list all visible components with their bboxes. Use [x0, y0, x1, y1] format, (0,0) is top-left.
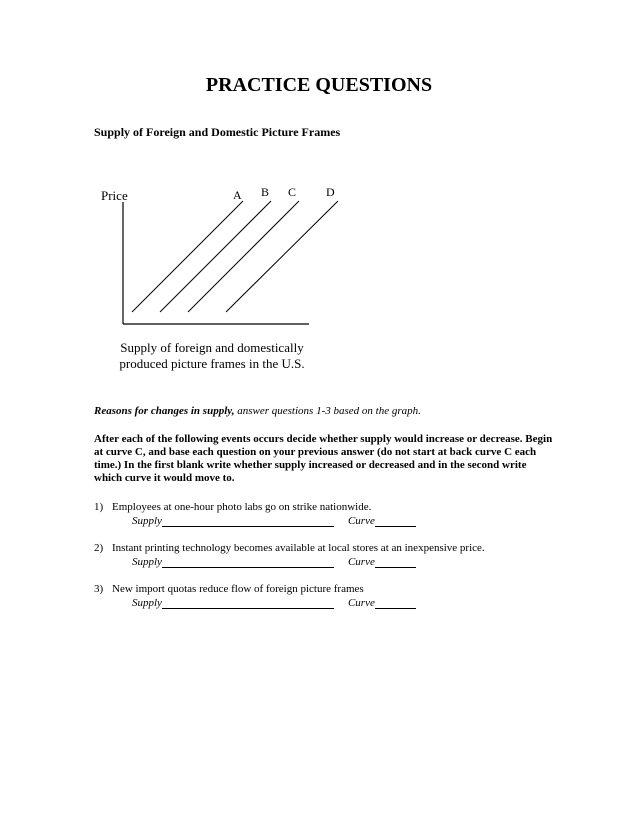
curve-label: Curve [347, 597, 375, 609]
reasons-lead: Reasons for changes in supply, [94, 405, 235, 417]
curve-answer-blank[interactable] [375, 514, 416, 527]
graph-caption-line-1: Supply of foreign and domestically [120, 340, 304, 355]
curve-label: Curve [347, 515, 375, 527]
question-number: 3) [94, 583, 104, 595]
question-1 [94, 500, 574, 528]
supply-curve-a [132, 201, 243, 312]
graph-caption [112, 340, 312, 372]
reasons-heading [94, 405, 421, 417]
supply-answer-blank[interactable] [162, 555, 334, 568]
question-list [94, 500, 574, 623]
supply-label: Supply [132, 515, 162, 527]
section-subtitle: Supply of Foreign and Domestic Picture Frames [94, 125, 341, 139]
curve-answer-blank[interactable] [375, 596, 416, 609]
question-text: Instant printing technology becomes available at local stores at an inexpensive price. [112, 542, 485, 554]
question-number: 1) [94, 501, 104, 513]
curve-label-d: D [326, 185, 335, 199]
supply-label: Supply [132, 597, 162, 609]
supply-answer-blank[interactable] [162, 514, 334, 527]
question-2 [94, 541, 574, 569]
y-axis-label: Price [101, 188, 128, 203]
curve-label: Curve [347, 556, 375, 568]
curve-label-a: A [233, 188, 242, 202]
page-title: PRACTICE QUESTIONS [205, 74, 433, 96]
question-text: Employees at one-hour photo labs go on strike nationwide. [112, 501, 372, 513]
supply-answer-blank[interactable] [162, 596, 334, 609]
curve-answer-blank[interactable] [375, 555, 416, 568]
reasons-rest: answer questions 1-3 based on the graph. [234, 405, 421, 417]
supply-curve-b [160, 201, 271, 312]
supply-graph [90, 180, 350, 330]
instructions: After each of the following events occurs decide whether supply would increase or decrease. Begin at curve C, and base each question on your previous answer (do not start at back curve C each time.) In the first blank write whether supply increased or decreased and in the second write which curve it would move to. [94, 433, 553, 484]
question-3 [94, 582, 574, 610]
question-number: 2) [94, 542, 104, 554]
curve-label-c: C [288, 185, 297, 199]
question-text: New import quotas reduce flow of foreign picture frames [112, 583, 364, 595]
graph-caption-line-2: produced picture frames in the U.S. [119, 356, 305, 371]
curve-label-b: B [261, 185, 270, 199]
supply-label: Supply [132, 556, 162, 568]
